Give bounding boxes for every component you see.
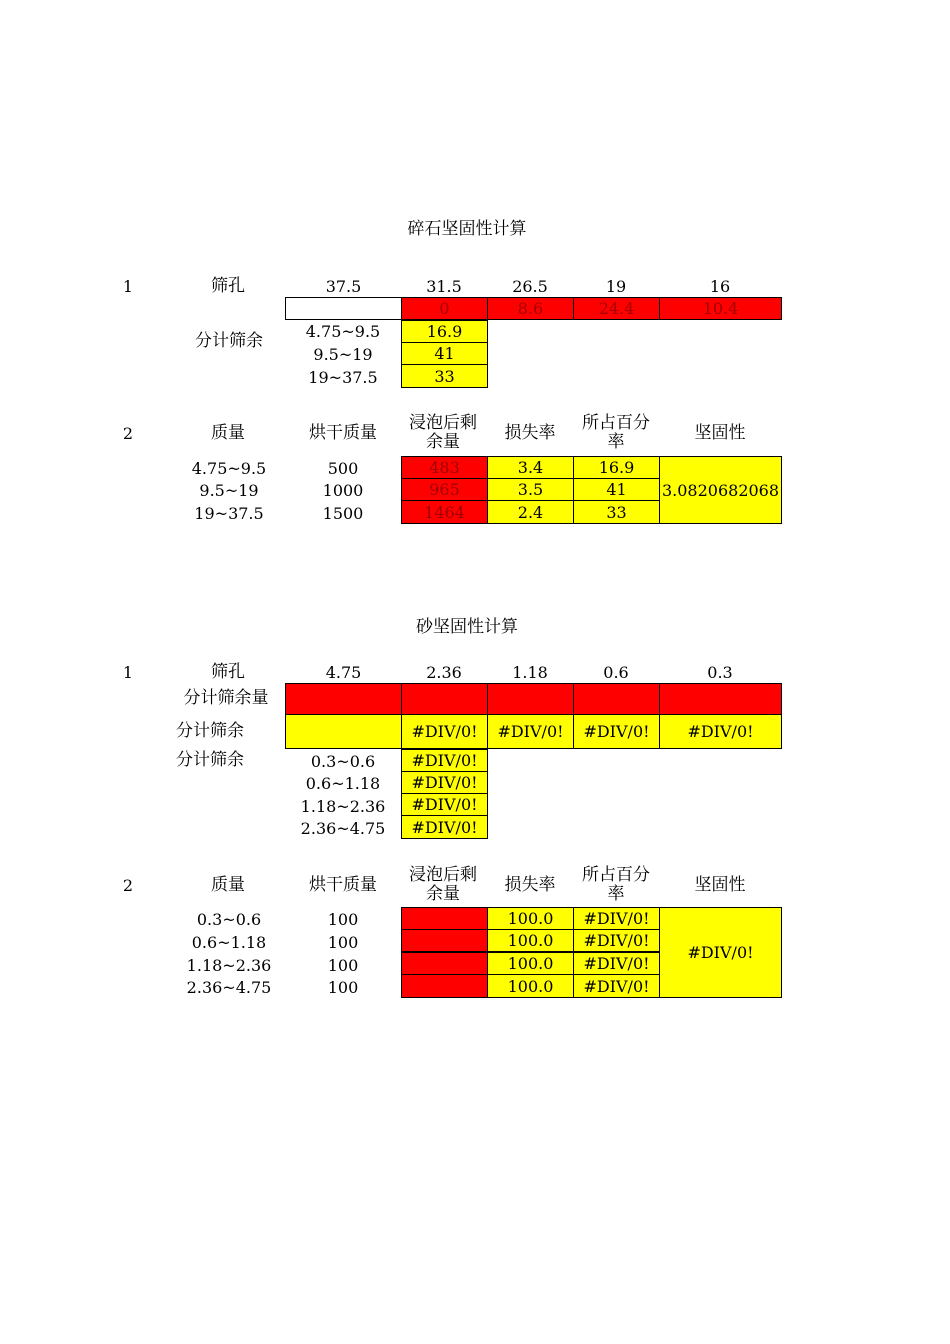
section1-title: 碎石坚固性计算 [407,218,527,239]
s2-row1-cell-2[interactable] [487,683,574,715]
s2-row-remain-2[interactable] [401,952,488,975]
s2-row-dry-0: 100 [327,909,359,929]
s1-row-loss-1[interactable]: 3.5 [487,478,574,501]
s1-header-soundness: 坚固性 [694,422,746,443]
s1-group-label: 分计筛余 [195,330,263,351]
s1-row-cell-0[interactable] [285,297,402,320]
s2-row-range-1: 0.6~1.18 [191,932,267,952]
s2-group-range-3: 2.36~4.75 [300,818,386,838]
s2-size-4: 0.3 [707,662,733,682]
s2-row-loss-2[interactable]: 100.0 [487,952,574,975]
s2-row-dry-2: 100 [327,955,359,975]
s1-soundness-value[interactable]: 3.0820682068 [659,456,782,524]
s2-size-0: 4.75 [325,662,362,682]
s2-row-loss-0[interactable]: 100.0 [487,907,574,930]
s2-row2-cell-4[interactable]: #DIV/0! [659,714,782,749]
section2-title: 砂坚固性计算 [416,616,518,637]
s2-group-range-0: 0.3~0.6 [310,751,376,771]
s2-group-value-3[interactable]: #DIV/0! [401,815,488,839]
s2-part2-index: 2 [122,875,134,895]
s1-group-value-2[interactable]: 33 [401,364,488,388]
s1-group-value-1[interactable]: 41 [401,342,488,365]
s2-row-pct-1[interactable]: #DIV/0! [573,929,660,952]
s2-group-value-2[interactable]: #DIV/0! [401,793,488,816]
s1-row-cell-3[interactable]: 24.4 [573,297,660,320]
s1-group-range-2: 19~37.5 [308,367,378,387]
s2-row1-cell-0[interactable] [285,683,402,715]
s2-header-dry-mass: 烘干质量 [309,874,377,895]
s1-row-range-0: 4.75~9.5 [191,458,267,478]
s1-part2-index: 2 [122,423,134,443]
s2-row-loss-3[interactable]: 100.0 [487,974,574,998]
s2-header-remain: 浸泡后剩余量 [409,865,477,904]
s1-size-0: 37.5 [325,276,362,296]
s1-row-range-1: 9.5~19 [199,480,259,500]
s2-group-label: 分计筛余 [176,749,244,770]
s2-row-remain-0[interactable] [401,907,488,930]
s1-row-remain-2[interactable]: 1464 [401,500,488,524]
s1-row-loss-2[interactable]: 2.4 [487,500,574,524]
s2-size-3: 0.6 [603,662,629,682]
s2-row2-cell-3[interactable]: #DIV/0! [573,714,660,749]
s2-row-range-2: 1.18~2.36 [186,955,272,975]
s1-part1-index: 1 [122,276,134,296]
s1-row-dry-0: 500 [327,458,359,478]
s2-group-value-1[interactable]: #DIV/0! [401,771,488,794]
s2-soundness-value[interactable]: #DIV/0! [659,907,782,998]
s1-row-pct-0[interactable]: 16.9 [573,456,660,479]
s2-row-pct-2[interactable]: #DIV/0! [573,952,660,975]
s2-row-remain-3[interactable] [401,974,488,998]
s2-row2-cell-1[interactable]: #DIV/0! [401,714,488,749]
s1-group-value-0[interactable]: 16.9 [401,320,488,343]
s1-row-dry-1: 1000 [322,480,364,500]
s2-row-remain-1[interactable] [401,929,488,952]
s2-group-range-2: 1.18~2.36 [300,796,386,816]
s1-size-2: 26.5 [512,276,548,296]
s1-row-range-2: 19~37.5 [194,503,264,523]
s1-header-remain: 浸泡后剩余量 [409,413,477,452]
s1-header-mass: 质量 [211,422,245,443]
s2-group-value-0[interactable]: #DIV/0! [401,749,488,772]
s2-row-range-3: 2.36~4.75 [186,977,272,997]
s1-size-4: 16 [709,276,731,296]
s1-header-loss: 损失率 [504,422,556,443]
s2-header-mass: 质量 [211,874,245,895]
s1-size-3: 19 [605,276,627,296]
s2-size-1: 2.36 [426,662,462,682]
s2-row2-label: 分计筛余 [176,720,244,741]
s1-sieve-label: 筛孔 [211,275,245,296]
s1-size-1: 31.5 [426,276,462,296]
s2-row-dry-1: 100 [327,932,359,952]
s1-row-pct-2[interactable]: 33 [573,500,660,524]
s1-row-pct-1[interactable]: 41 [573,478,660,501]
s2-header-percent: 所占百分率 [582,865,650,904]
s2-row-range-0: 0.3~0.6 [196,909,262,929]
s2-row1-cell-1[interactable] [401,683,488,715]
s2-part1-index: 1 [122,662,134,682]
s1-header-dry-mass: 烘干质量 [309,422,377,443]
s2-header-loss: 损失率 [504,874,556,895]
s1-row-cell-1[interactable]: 0 [401,297,488,320]
s2-group-range-1: 0.6~1.18 [305,773,381,793]
s2-row2-cell-0[interactable] [285,714,402,749]
s1-row-loss-0[interactable]: 3.4 [487,456,574,479]
s1-group-range-0: 4.75~9.5 [305,321,381,341]
s2-row-loss-1[interactable]: 100.0 [487,929,574,952]
s1-row-cell-2[interactable]: 8.6 [487,297,574,320]
s2-row1-cell-3[interactable] [573,683,660,715]
s1-header-percent: 所占百分率 [582,413,650,452]
s1-group-range-1: 9.5~19 [313,344,373,364]
s2-row2-cell-2[interactable]: #DIV/0! [487,714,574,749]
s2-size-2: 1.18 [512,662,548,682]
s1-row-dry-2: 1500 [322,503,364,523]
s2-row1-label: 分计筛余量 [183,687,269,708]
s1-row-remain-0[interactable]: 483 [401,456,488,479]
s2-row-dry-3: 100 [327,977,359,997]
s2-sieve-label: 筛孔 [211,661,245,682]
s2-row1-cell-4[interactable] [659,683,782,715]
s2-row-pct-3[interactable]: #DIV/0! [573,974,660,998]
s1-row-remain-1[interactable]: 965 [401,478,488,501]
s2-row-pct-0[interactable]: #DIV/0! [573,907,660,930]
s1-row-cell-4[interactable]: 10.4 [659,297,782,320]
s2-header-soundness: 坚固性 [694,874,746,895]
